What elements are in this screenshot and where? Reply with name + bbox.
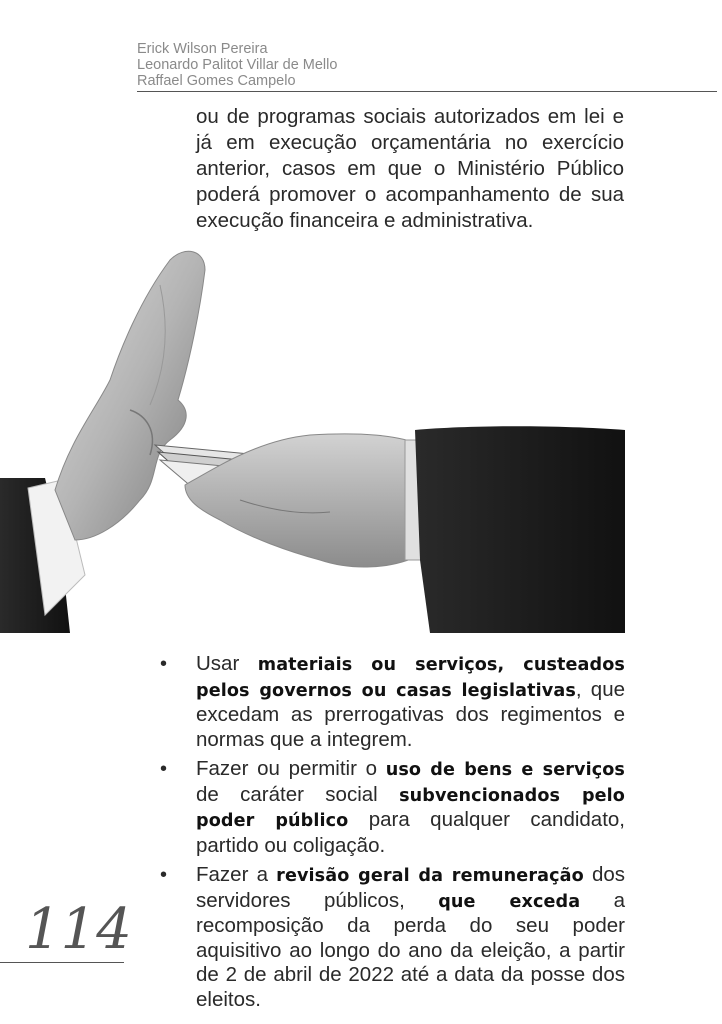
bullet-marker: • xyxy=(160,653,168,675)
intro-paragraph: ou de programas sociais autorizados em lei e já em execução orçamentária no exercício anterior, casos em que o Ministério Público poderá promover o acompanhamento de sua execução financeira e administrativa. xyxy=(196,105,624,232)
text-segment: Fazer a xyxy=(196,863,277,886)
bold-segment: uso de bens e serviços xyxy=(385,760,625,780)
bold-segment: materiais ou serviços, custeados pelos governos ou casas legislativas xyxy=(196,655,625,701)
text-segment: a recomposição da perda do seu poder aquisitivo ao longo do ano da eleição, a partir de 2 de abril de 2022 até a data da posse dos eleitos. xyxy=(196,888,625,1011)
author-name: Erick Wilson Pereira xyxy=(137,41,268,57)
list-item xyxy=(160,863,625,1012)
bold-segment: subvencionados pelo poder público xyxy=(196,785,625,831)
text-segment: dos servidores públicos, xyxy=(196,863,626,912)
author-name: Leonardo Palitot Villar de Mello xyxy=(137,57,338,73)
bullet-list xyxy=(160,652,625,1017)
text-segment: Fazer ou permitir o xyxy=(196,757,386,780)
list-item xyxy=(160,652,625,752)
page-number-rule xyxy=(0,962,124,963)
text-segment: para qualquer candidato, partido ou coligação. xyxy=(196,808,625,857)
text-segment: de caráter social xyxy=(196,782,400,806)
header-rule xyxy=(137,91,717,92)
bold-segment: revisão geral da remuneração xyxy=(276,866,584,886)
author-name: Raffael Gomes Campelo xyxy=(137,73,296,89)
list-item xyxy=(160,757,625,858)
bold-segment: que exceda xyxy=(438,891,581,912)
running-header xyxy=(137,41,722,89)
bullet-marker: • xyxy=(160,758,168,780)
text-segment: , que excedam as prerrogativas dos regimentos e normas que a integrem. xyxy=(196,677,625,751)
bribe-refusal-photo xyxy=(0,240,625,633)
text-segment: Usar xyxy=(196,652,258,675)
bullet-marker: • xyxy=(160,864,168,886)
page-number: 114 xyxy=(25,897,132,962)
